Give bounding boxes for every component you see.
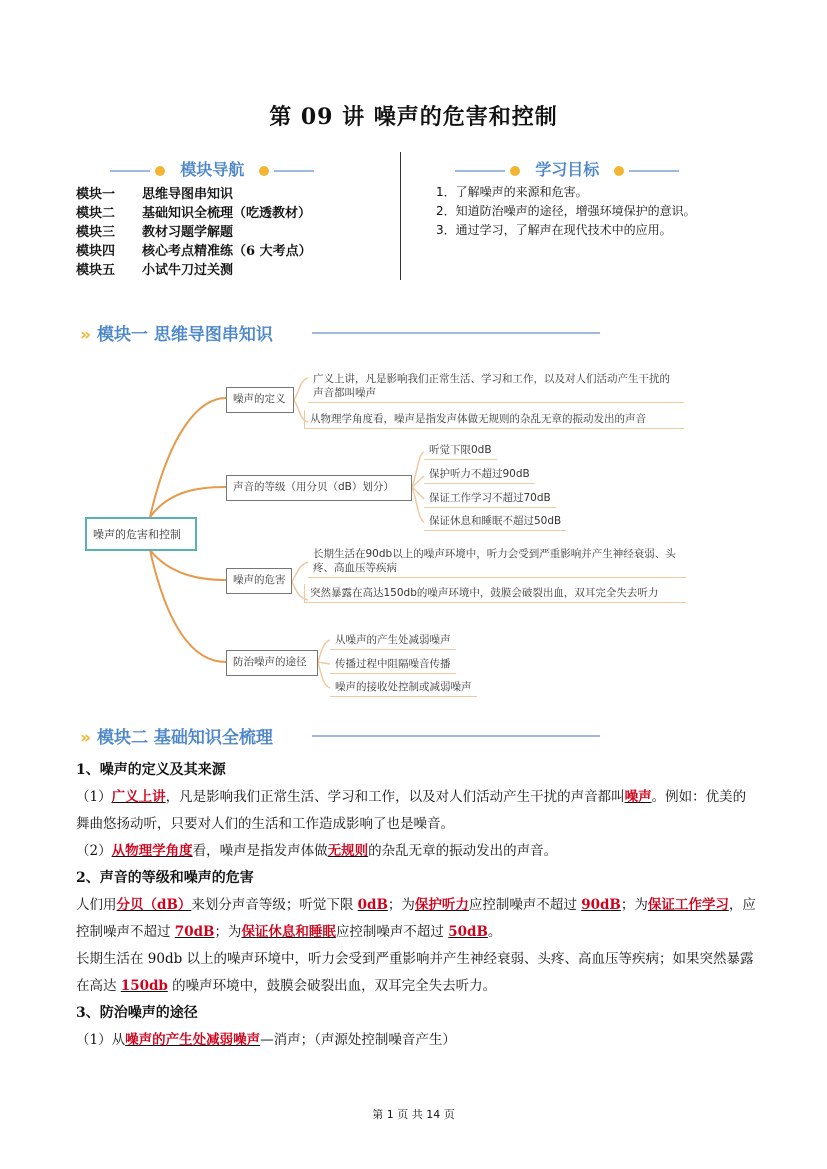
mindmap-leaf: 广义上讲，凡是影响我们正常生活、学习和工作，以及对人们活动产生干扰的声音都叫噪声 [308, 370, 684, 403]
section-heading-basics: » 模块二 基础知识全梳理 [80, 728, 273, 748]
content-paragraph: （1）从噪声的产生处减弱噪声—消声；（声源处控制噪音产生） [76, 1032, 456, 1048]
page-title: 第 09 讲 噪声的危害和控制 [269, 104, 558, 130]
key-term: 无规则 [327, 843, 369, 859]
key-term: 50dB [448, 924, 488, 940]
key-term: 保证工作学习 [647, 897, 729, 913]
nav-item[interactable]: 模块五 小试牛刀过关测 [76, 263, 234, 278]
mindmap-leaf: 传播过程中阻隔噪音传播 [330, 655, 456, 674]
mindmap-leaf: 从物理学角度看，噪声是指发声体做无规则的杂乱无章的振动发出的声音 [304, 410, 684, 429]
mindmap-branch: 防治噪声的途径 [226, 650, 318, 676]
key-term: 保证休息和睡眠 [241, 924, 336, 940]
key-term: 0dB [357, 897, 388, 913]
mindmap-connector [294, 378, 308, 400]
nav-item[interactable]: 模块四 核心考点精准练（6 大考点） [76, 244, 312, 259]
nav-heading: 模块导航 [180, 160, 245, 179]
content-paragraph: 人们用分贝（dB）来划分声音等级；听觉下限 0dB；为保护听力应控制噪声不超过 90dB；为保证工作学习，应控制噪声不超过 70dB；为保证休息和睡眠应控制噪声不超过 50dB。 [76, 897, 756, 940]
mindmap-connector [318, 662, 330, 664]
key-term: 70dB [174, 924, 215, 940]
nav-item[interactable]: 模块二 基础知识全梳理（吃透教材） [76, 206, 312, 221]
mindmap-leaf: 长期生活在90db以上的噪声环境中，听力会受到严重影响并产生神经衰弱、头疼、高血压等疾病 [308, 545, 686, 578]
key-term: 从物理学角度 [111, 843, 193, 859]
content-body [76, 757, 756, 1054]
mindmap-connector [318, 640, 330, 662]
content-heading: 3、防治噪声的途径 [76, 1005, 198, 1021]
double-chevron-icon: » [80, 325, 91, 345]
nav-item[interactable]: 模块三 教材习题学解题 [76, 225, 234, 240]
mindmap-branch: 噪声的危害 [226, 568, 292, 594]
key-term: 广义上讲 [111, 789, 166, 805]
mindmap-leaf: 保证工作学习不超过70dB [424, 489, 556, 508]
page-footer: 第 1 页 共 14 页 [372, 1108, 455, 1121]
mindmap-connector [150, 550, 226, 662]
goal-item: 1．了解噪声的来源和危害。 [436, 185, 588, 199]
key-term: 噪声 [624, 789, 652, 805]
mindmap-leaf: 保护听力不超过90dB [424, 465, 535, 484]
mindmap-connector [292, 562, 308, 582]
key-term: 分贝（dB） [116, 897, 192, 913]
content-heading: 1、噪声的定义及其来源 [76, 762, 226, 778]
mindmap-branch: 噪声的定义 [226, 387, 294, 413]
mindmap-connector [150, 487, 226, 517]
mindmap-branch: 声音的等级（用分贝（dB）划分） [226, 475, 412, 501]
goals-heading: 学习目标 [535, 160, 600, 179]
section-heading-mindmap: » 模块一 思维导图串知识 [80, 325, 273, 345]
mindmap-leaf: 突然暴露在高达150db的噪声环境中，鼓膜会破裂出血，双耳完全失去听力 [304, 584, 686, 603]
goal-item: 2．知道防治噪声的途径，增强环境保护的意识。 [436, 204, 696, 218]
double-chevron-icon: » [80, 728, 91, 748]
key-term: 90dB [581, 897, 621, 913]
mindmap-connector [318, 662, 330, 688]
content-paragraph: （1）广义上讲，凡是影响我们正常生活、学习和工作，以及对人们活动产生干扰的声音都叫噪声。例如：优美的舞曲悠扬动听，只要对人们的生活和工作造成影响了也是噪音。 [76, 789, 747, 832]
mindmap-leaf: 噪声的接收处控制或减弱噪声 [330, 678, 477, 697]
key-term: 保护听力 [414, 897, 469, 913]
content-paragraph: （2）从物理学角度看，噪声是指发声体做无规则的杂乱无章的振动发出的声音。 [76, 843, 558, 859]
nav-item[interactable]: 模块一 思维导图串知识 [76, 187, 234, 202]
section-divider [312, 735, 600, 737]
mindmap-leaf: 保证休息和睡眠不超过50dB [424, 512, 566, 531]
content-heading: 2、声音的等级和噪声的危害 [76, 870, 254, 886]
mindmap-connector [150, 550, 226, 580]
mindmap-root: 噪声的危害和控制 [85, 517, 197, 551]
mindmap-leaf: 从噪声的产生处减弱噪声 [330, 631, 456, 650]
key-term: 噪声的产生处减弱噪声 [125, 1032, 261, 1048]
mindmap-connector [150, 398, 226, 517]
mindmap-leaf: 听觉下限0dB [424, 441, 497, 460]
content-paragraph: 长期生活在 90db 以上的噪声环境中，听力会受到严重影响并产生神经衰弱、头疼、高血压等疾病；如果突然暴露在高达 150db 的噪声环境中，鼓膜会破裂出血，双耳完全失去听力。 [76, 951, 754, 994]
key-term: 150db [120, 978, 168, 994]
goal-item: 3．通过学习，了解声在现代技术中的应用。 [436, 223, 672, 237]
